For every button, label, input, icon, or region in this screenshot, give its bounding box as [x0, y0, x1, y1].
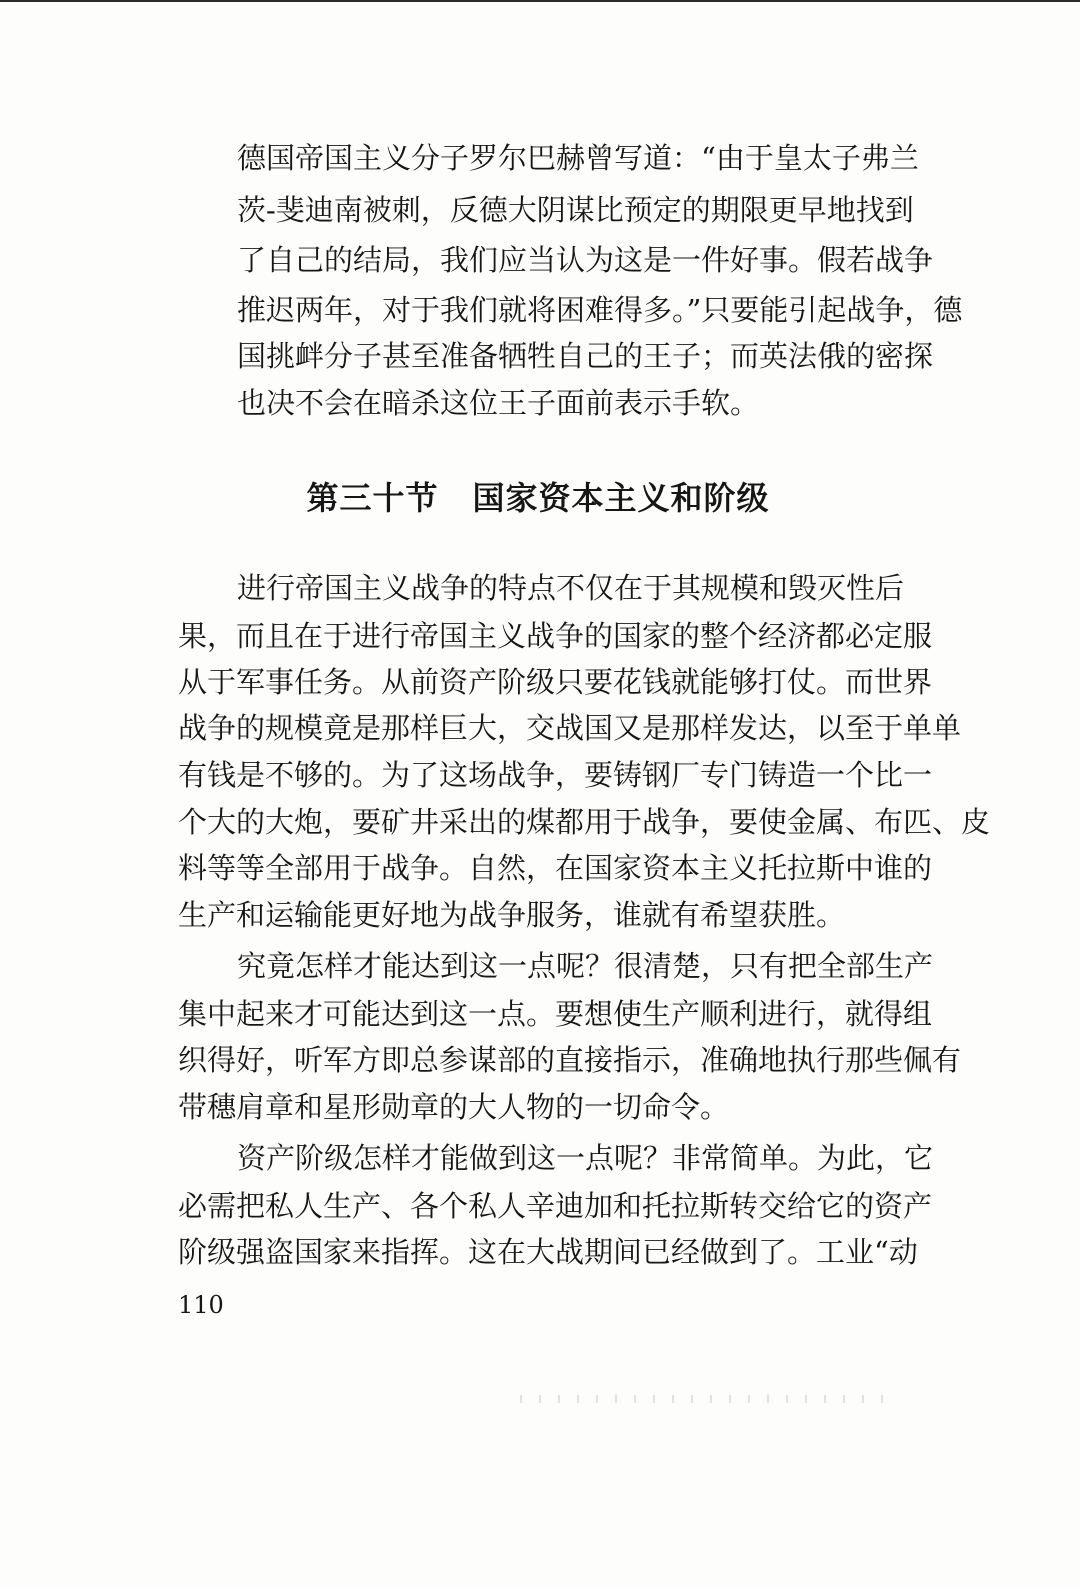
- paragraph3-line-3: 阶级强盗国家来指挥。这在大战期间已经做到了。工业“动: [178, 1235, 918, 1269]
- paragraph1-line-1: 进行帝国主义战争的特点不仅在于其规模和毁灭性后: [237, 571, 905, 605]
- paragraph1-line-7: 料等等全部用于战争。自然，在国家资本主义托拉斯中谁的: [178, 851, 933, 885]
- section-heading: [178, 476, 898, 520]
- paragraph3-line-1: 资产阶级怎样才能做到这一点呢？非常简单。为此，它: [237, 1141, 934, 1175]
- scan-noise: [520, 1395, 900, 1403]
- paragraph1-line-2: 果，而且在于进行帝国主义战争的国家的整个经济都必定服: [178, 619, 933, 653]
- page-number: 110: [178, 1291, 224, 1319]
- paragraph3-line-2: 必需把私人生产、各个私人辛迪加和托拉斯转交给它的资产: [178, 1189, 933, 1223]
- paragraph1-line-5: 有钱是不够的。为了这场战争，要铸钢厂专门铸造一个比一: [178, 758, 933, 792]
- passage-line-1: 德国帝国主义分子罗尔巴赫曾写道：“由于皇太子弗兰: [237, 141, 919, 175]
- paragraph1-line-8: 生产和运输能更好地为战争服务，谁就有希望获胜。: [178, 898, 846, 932]
- passage-line-5: 国挑衅分子甚至准备牺牲自己的王子；而英法俄的密探: [237, 339, 934, 373]
- passage-line-2: 茨-斐迪南被刺，反德大阴谋比预定的期限更早地找到: [237, 193, 914, 227]
- section-number: 第三十节: [306, 479, 439, 517]
- passage-line-3: 了自己的结局，我们应当认为这是一件好事。假若战争: [237, 243, 934, 277]
- passage-line-4: 推迟两年，对于我们就将困难得多。”只要能引起战争，德: [237, 293, 963, 327]
- scan-top-edge: [0, 0, 1080, 2]
- paragraph2-line-3: 织得好，听军方即总参谋部的直接指示，准确地执行那些佩有: [178, 1043, 962, 1077]
- passage-line-6: 也决不会在暗杀这位王子面前表示手软。: [237, 386, 760, 420]
- paragraph1-line-6: 个大的大炮，要矿井采出的煤都用于战争，要使金属、布匹、皮: [178, 805, 991, 839]
- paragraph2-line-4: 带穗肩章和星形勋章的大人物的一切命令。: [178, 1090, 730, 1124]
- section-title: 国家资本主义和阶级: [472, 479, 770, 517]
- paragraph1-line-3: 从于军事任务。从前资产阶级只要花钱就能够打仗。而世界: [178, 665, 933, 699]
- paragraph2-line-1: 究竟怎样才能达到这一点呢？很清楚，只有把全部生产: [237, 949, 934, 983]
- paragraph1-line-4: 战争的规模竟是那样巨大，交战国又是那样发达，以至于单单: [178, 711, 962, 745]
- paragraph2-line-2: 集中起来才可能达到这一点。要想使生产顺利进行，就得组: [178, 997, 933, 1031]
